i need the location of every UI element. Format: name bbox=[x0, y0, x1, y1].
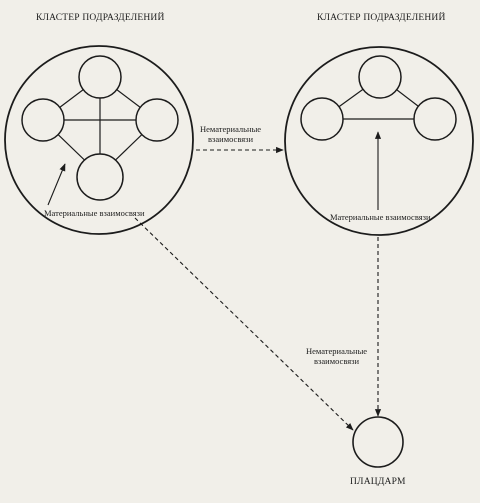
left-unit-top bbox=[79, 56, 121, 98]
beachhead-label: ПЛАЦДАРМ bbox=[350, 477, 406, 487]
immaterial-label-bottom-line2: взаимосвязи bbox=[314, 356, 360, 366]
immaterial-label-top-line2: взаимосвязи bbox=[208, 134, 254, 144]
right-cluster bbox=[285, 47, 473, 235]
right-unit-left bbox=[301, 98, 343, 140]
immaterial-label-top-line1: Нематериальные bbox=[200, 124, 262, 134]
left-unit-left bbox=[22, 99, 64, 141]
beachhead-circle bbox=[353, 417, 403, 467]
left-material-label: Материальные взаимосвязи bbox=[44, 208, 145, 218]
immaterial-link-to-beachhead-left bbox=[135, 218, 353, 430]
immaterial-label-bottom-line1: Нематериальные bbox=[306, 346, 368, 356]
immaterial-label-bottom bbox=[306, 346, 367, 366]
left-material-arrow bbox=[48, 164, 65, 205]
immaterial-label-top bbox=[200, 124, 261, 144]
right-unit-right bbox=[414, 98, 456, 140]
left-unit-right bbox=[136, 99, 178, 141]
left-cluster bbox=[5, 46, 193, 234]
right-unit-top bbox=[359, 56, 401, 98]
left-cluster-title: КЛАСТЕР ПОДРАЗДЕЛЕНИЙ bbox=[36, 13, 165, 23]
right-material-label: Материальные взаимосвязи bbox=[330, 212, 431, 222]
left-unit-bottom bbox=[77, 154, 123, 200]
right-cluster-title: КЛАСТЕР ПОДРАЗДЕЛЕНИЙ bbox=[317, 13, 446, 23]
